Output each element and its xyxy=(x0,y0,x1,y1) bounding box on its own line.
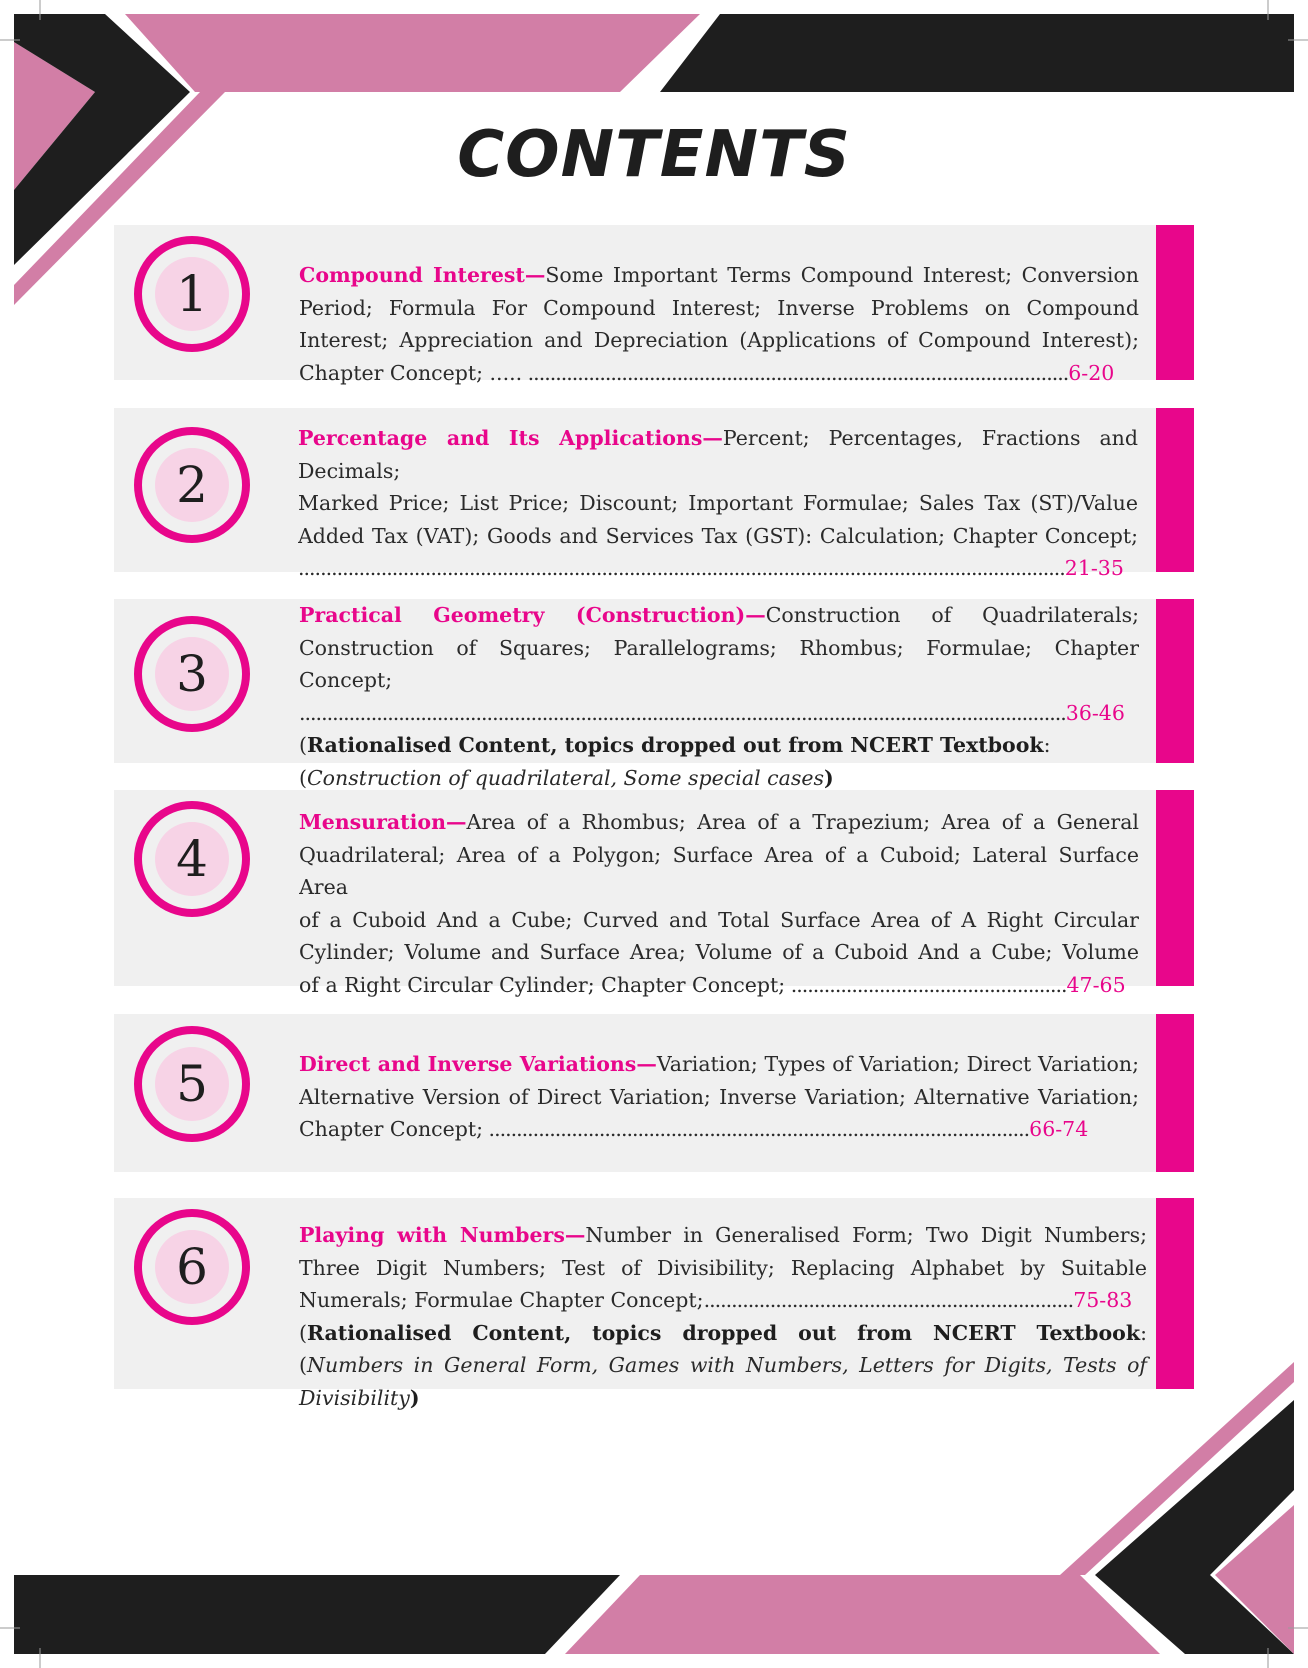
chapter-entry-5 xyxy=(114,1014,1194,1172)
chapter-title: Percentage and Its Applications xyxy=(298,426,703,450)
page-range: 21-35 xyxy=(1064,556,1124,580)
accent-bar xyxy=(1156,1198,1194,1389)
chapter-number-badge xyxy=(134,427,250,543)
chapter-number-badge xyxy=(134,801,250,917)
accent-bar xyxy=(1156,225,1194,380)
rationalised-note: (Rationalised Content, topics dropped out from NCERT Textbook: (Construction of quadrilateral, Some special cases) xyxy=(299,733,1051,790)
chapter-title: Compound Interest xyxy=(299,263,525,287)
page-title: CONTENTS xyxy=(457,118,851,192)
leader-dots: .................................................. xyxy=(785,972,1067,997)
page-range: 75-83 xyxy=(1073,1288,1133,1312)
chapter-entry-6 xyxy=(114,1198,1194,1410)
chapter-number-badge xyxy=(134,236,250,352)
chapter-number-badge xyxy=(134,1209,250,1325)
chapter-description: Direct and Inverse Variations—Variation; Types of Variation; Direct Variation; Alternative Version of Direct Variation; Inverse Variation; Alternative Variation; Chapter Concept; ..................................................................................................66-74 xyxy=(299,1052,1139,1141)
chapter-number: 1 xyxy=(155,257,229,331)
chapter-description: Compound Interest—Some Important Terms Compound Interest; Conversion Period; Formula For Compound Interest; Inverse Problems on Compound Interest; Appreciation and Depreciation (Applications of Compound Interest); Chapter Concept; ..... ..................................................................................................6-20 xyxy=(299,263,1139,385)
chapter-entry-3 xyxy=(114,599,1194,790)
chapter-number: 6 xyxy=(155,1230,229,1304)
page-range: 47-65 xyxy=(1066,972,1126,997)
chapter-title: Playing with Numbers xyxy=(299,1223,565,1247)
leader-dots: .................................................................................................. xyxy=(522,360,1069,385)
chapter-number: 3 xyxy=(155,637,229,711)
leader-dots: ........................................................................................................................................... xyxy=(299,700,1066,725)
chapter-number-badge xyxy=(134,1026,250,1142)
bottom-pink-band xyxy=(565,1575,1160,1654)
accent-bar xyxy=(1156,1014,1194,1172)
chapter-description: Practical Geometry (Construction)—Construction of Quadrilaterals; Construction of Squares; Parallelograms; Rhombus; Formulae; Chapter Concept; ...........................................................................................................................................36-46 (Rationalised Content, topics dropped out from NCERT Textbook: (Construction of quadrilateral, Some special cases) xyxy=(299,599,1139,794)
leader-dots: .................................................................................................. xyxy=(483,1117,1030,1141)
leader-dots: ................................................................... xyxy=(703,1288,1074,1312)
accent-bar xyxy=(1156,599,1194,763)
chapter-entry-2 xyxy=(114,408,1194,580)
top-black-band xyxy=(660,14,1294,92)
chapter-entry-1 xyxy=(114,225,1194,385)
chapter-description: Percentage and Its Applications—Percent; Percentages, Fractions and Decimals; Marked Price; List Price; Discount; Important Formulae; Sales Tax (ST)/Value Added Tax (VAT); Goods and Services Tax (GST): Calculation; Chapter Concept; ...........................................................................................................................................21-35 xyxy=(298,426,1138,580)
bottom-black-band xyxy=(14,1575,620,1654)
chapter-number-badge xyxy=(134,616,250,732)
chapter-description: Playing with Numbers—Number in Generalised Form; Two Digit Numbers; Three Digit Numbers; Test of Divisibility; Replacing Alphabet by Suitable Numerals; Formulae Chapter Concept;...................................................................75-83 (Rationalised Content, topics dropped out from NCERT Textbook: (Numbers in General Form, Games with Numbers, Letters for Digits, Tests of Divisibility) xyxy=(299,1219,1147,1414)
accent-bar xyxy=(1156,790,1194,986)
rationalised-note: (Rationalised Content, topics dropped out from NCERT Textbook: (Numbers in General Form, Games with Numbers, Letters for Digits, Tests of Divisibility) xyxy=(299,1320,1147,1410)
top-pink-band xyxy=(125,14,700,92)
chapter-entry-4 xyxy=(114,790,1194,997)
page-range: 36-46 xyxy=(1065,700,1125,725)
page-range: 6-20 xyxy=(1068,360,1115,385)
chapter-number: 4 xyxy=(155,822,229,896)
page-range: 66-74 xyxy=(1029,1117,1089,1141)
chapter-title: Direct and Inverse Variations xyxy=(299,1052,637,1076)
chapter-description: Mensuration—Area of a Rhombus; Area of a Trapezium; Area of a General Quadrilateral; Area of a Polygon; Surface Area of a Cuboid; Lateral Surface Area of a Cuboid And a Cube; Curved and Total Surface Area of A Right Circular Cylinder; Volume and Surface Area; Volume of a Cuboid And a Cube; Volume of a Right Circular Cylinder; Chapter Concept; ..................................................47-65 xyxy=(299,810,1139,997)
chapter-number: 2 xyxy=(155,448,229,522)
chapter-number: 5 xyxy=(155,1047,229,1121)
accent-bar xyxy=(1156,408,1194,572)
chapter-title: Practical Geometry (Construction) xyxy=(299,603,746,627)
chapter-title: Mensuration xyxy=(299,810,447,834)
leader-dots: ........................................................................................................................................... xyxy=(298,556,1065,580)
